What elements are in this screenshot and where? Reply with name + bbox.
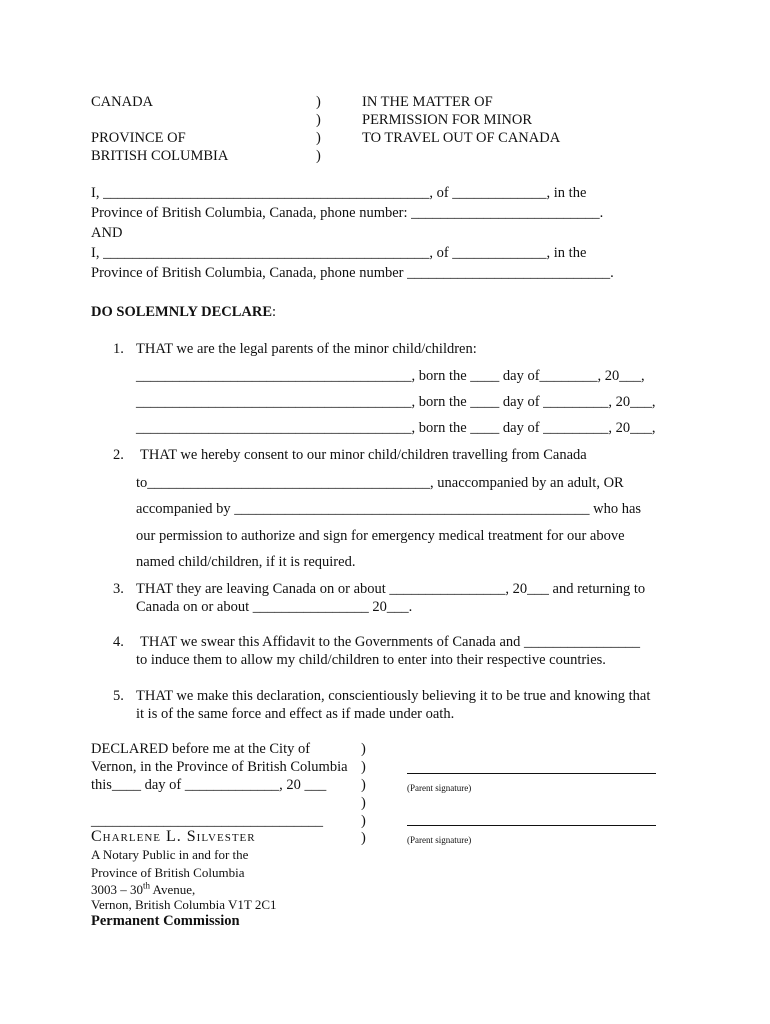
intro-parent1-phone: Province of British Columbia, Canada, phone number: __________________________. (91, 205, 604, 221)
item3-number: 3. (113, 581, 124, 597)
header-paren: ) (316, 112, 321, 128)
parent-signature-line-1[interactable] (407, 773, 656, 774)
child-row: ______________________________________, born the ____ day of _________, 20___, (136, 394, 656, 410)
item4-line1: THAT we swear this Affidavit to the Governments of Canada and ________________ (140, 634, 641, 650)
notary-line4: Vernon, British Columbia V1T 2C1 (91, 897, 277, 912)
notary-line1: A Notary Public in and for the (91, 847, 249, 862)
item4-number: 4. (113, 634, 124, 650)
notary-signature-line: ________________________________ (91, 813, 323, 829)
declared-paren: ) (361, 813, 366, 829)
declared-line1: DECLARED before me at the City of (91, 741, 311, 757)
notary-address-sup: th (143, 880, 151, 891)
declare-colon: : (272, 304, 277, 320)
header-paren: ) (316, 130, 321, 146)
declare-heading-text: DO SOLEMNLY DECLARE (91, 304, 273, 320)
notary-line2: Province of British Columbia (91, 865, 245, 880)
child-row: ______________________________________, born the ____ day of________, 20___, (136, 368, 645, 384)
declare-heading (91, 303, 276, 321)
item4-line2: to induce them to allow my child/children to enter into their respective countries. (136, 652, 606, 668)
parent-signature-line-2[interactable] (407, 825, 656, 826)
header-british-columbia: BRITISH COLUMBIA (91, 148, 229, 164)
item2-line3: accompanied by _________________________________________________ who has (136, 501, 642, 517)
item3-line2: Canada on or about ________________ 20___. (136, 599, 413, 615)
child-row: ______________________________________, born the ____ day of _________, 20___, (136, 420, 656, 436)
item2-number: 2. (113, 447, 124, 463)
item2-line2: to_______________________________________, unaccompanied by an adult, OR (136, 475, 624, 491)
notary-address-suffix: Avenue, (150, 882, 196, 897)
declared-paren: ) (361, 759, 366, 775)
header-paren: ) (316, 148, 321, 164)
header-matter-line2: PERMISSION FOR MINOR (362, 112, 533, 128)
parent-signature-label-1: (Parent signature) (407, 783, 472, 793)
item3-line1: THAT they are leaving Canada on or about ________________, 20___ and returning to (136, 581, 646, 597)
intro-and: AND (91, 225, 123, 241)
declared-paren: ) (361, 741, 366, 757)
declared-paren: ) (361, 830, 366, 846)
notary-address-prefix: 3003 – 30 (91, 882, 143, 897)
header-matter-line1: IN THE MATTER OF (362, 94, 493, 110)
header-matter-line3: TO TRAVEL OUT OF CANADA (362, 130, 561, 146)
item2-line4: our permission to authorize and sign for emergency medical treatment for our above (136, 528, 625, 544)
item2-line5: named child/children, if it is required. (136, 554, 356, 570)
notary-commission: Permanent Commission (91, 913, 240, 929)
item1-number: 1. (113, 341, 124, 357)
intro-parent2-phone: Province of British Columbia, Canada, phone number ____________________________. (91, 265, 614, 281)
item1-text: THAT we are the legal parents of the minor child/children: (136, 341, 477, 357)
header-paren: ) (316, 94, 321, 110)
notary-name: Charlene L. Silvester (91, 828, 256, 845)
header-canada: CANADA (91, 94, 154, 110)
item5-number: 5. (113, 688, 124, 704)
item5-line2: it is of the same force and effect as if made under oath. (136, 706, 455, 722)
declared-line2: Vernon, in the Province of British Columbia (91, 759, 348, 775)
parent-signature-label-2: (Parent signature) (407, 835, 472, 845)
item5-line1: THAT we make this declaration, conscientiously believing it to be true and knowing that (136, 688, 651, 704)
declared-line3: this____ day of _____________, 20 ___ (91, 777, 327, 793)
declared-paren: ) (361, 795, 366, 811)
item2-line1: THAT we hereby consent to our minor child/children travelling from Canada (140, 447, 587, 463)
intro-parent2-line: I, _____________________________________________, of _____________, in the (91, 245, 587, 261)
intro-parent1-line: I, _____________________________________________, of _____________, in the (91, 185, 587, 201)
declared-paren: ) (361, 777, 366, 793)
header-province-of: PROVINCE OF (91, 130, 186, 146)
